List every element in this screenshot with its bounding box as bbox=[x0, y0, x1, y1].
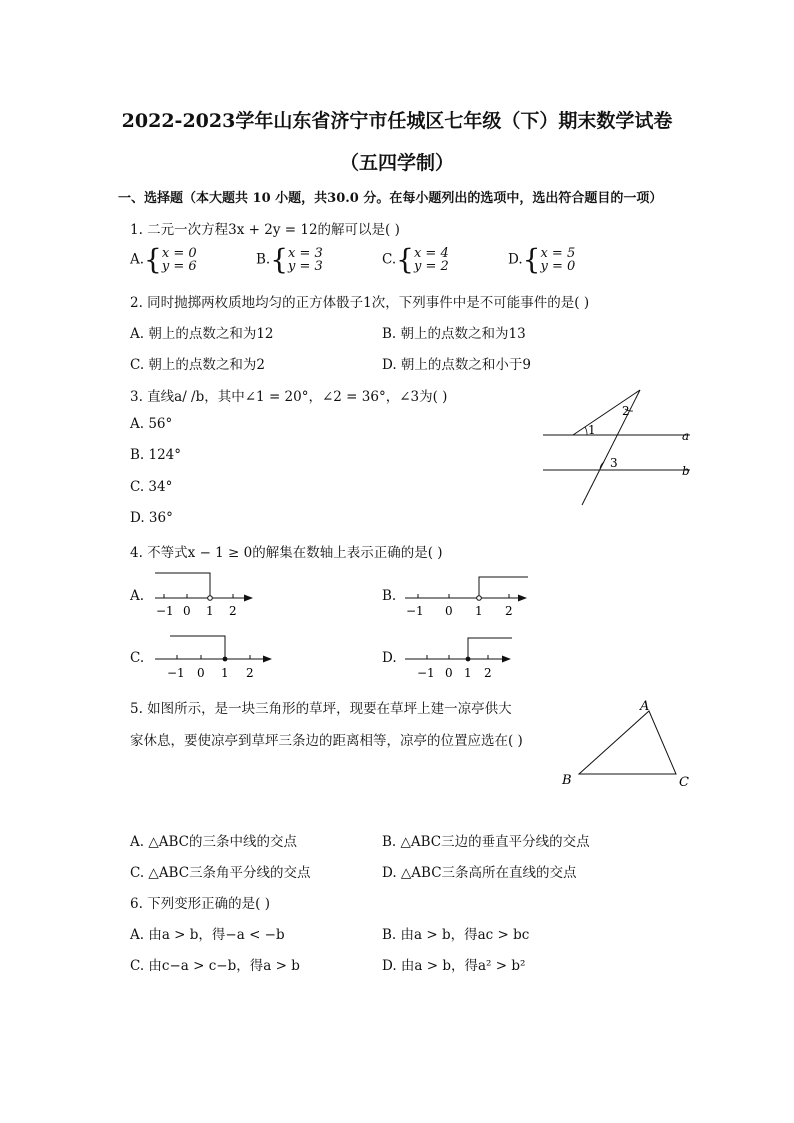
question-5-stem-line1: 5. 如图所示，是一块三角形的草坪，现要在草坪上建一凉亭供大 bbox=[130, 701, 512, 717]
tick-label: 2 bbox=[246, 666, 254, 680]
q4-numberline-b bbox=[400, 570, 535, 620]
eq-y: y = 2 bbox=[413, 259, 449, 274]
q4-option-a-label: A. bbox=[130, 588, 145, 604]
tick-label: 0 bbox=[445, 666, 453, 680]
q4-numberline-a bbox=[150, 570, 260, 620]
q1-option-d: D.{x = 5 y = 0 bbox=[508, 243, 576, 276]
q4-option-c-label: C. bbox=[130, 650, 145, 666]
q6-option-d: D. 由a > b，得a² > b² bbox=[382, 958, 526, 974]
question-6-stem: 6. 下列变形正确的是( ) bbox=[130, 896, 270, 912]
q2-option-b: B. 朝上的点数之和为13 bbox=[382, 326, 526, 342]
angle-1-label: 1 bbox=[588, 423, 596, 437]
tick-label: −1 bbox=[417, 666, 435, 680]
triangle-abc-figure bbox=[556, 693, 701, 798]
page-title: 2022-2023学年山东省济宁市任城区七年级（下）期末数学试卷 bbox=[121, 110, 673, 132]
question-1-stem: 1. 二元一次方程3x + 2y = 12的解可以是( ) bbox=[130, 222, 400, 238]
tick-label: 1 bbox=[475, 604, 483, 618]
option-label: B. bbox=[256, 251, 271, 268]
tick-label: 1 bbox=[221, 666, 229, 680]
eq-y: y = 6 bbox=[161, 259, 197, 274]
parallel-lines-figure bbox=[540, 385, 700, 510]
q5-option-a: A. △ABC的三条中线的交点 bbox=[130, 834, 297, 850]
eq-y: y = 3 bbox=[288, 259, 323, 274]
q5-option-b: B. △ABC三边的垂直平分线的交点 bbox=[382, 834, 590, 850]
q4-option-d-label: D. bbox=[382, 650, 397, 666]
q3-option-c: C. 34° bbox=[130, 479, 173, 495]
tick-label: 0 bbox=[197, 666, 205, 680]
q4-numberline-c bbox=[150, 632, 280, 682]
q2-option-a: A. 朝上的点数之和为12 bbox=[130, 326, 274, 342]
vertex-a-label: A bbox=[640, 699, 650, 714]
q6-option-b: B. 由a > b，得ac > bc bbox=[382, 927, 530, 943]
angle-3-label: 3 bbox=[610, 456, 618, 470]
q2-option-d: D. 朝上的点数之和小于9 bbox=[382, 357, 532, 373]
question-4-stem: 4. 不等式x − 1 ≥ 0的解集在数轴上表示正确的是( ) bbox=[130, 545, 443, 561]
q5-option-d: D. △ABC三条高所在直线的交点 bbox=[382, 865, 577, 881]
eq-x: x = 5 bbox=[540, 246, 576, 261]
q3-option-d: D. 36° bbox=[130, 510, 173, 526]
q6-option-c: C. 由c−a > c−b，得a > b bbox=[130, 958, 300, 974]
eq-y: y = 0 bbox=[540, 259, 576, 274]
vertex-b-label: B bbox=[562, 773, 572, 788]
section-heading: 一、选择题（本大题共 10 小题，共30.0 分。在每小题列出的选项中，选出符合题目的一项） bbox=[118, 191, 663, 206]
option-label: A. bbox=[130, 251, 145, 268]
option-label: C. bbox=[382, 251, 397, 268]
tick-label: −1 bbox=[406, 604, 424, 618]
tick-label: 0 bbox=[183, 604, 191, 618]
q3-option-b: B. 124° bbox=[130, 447, 182, 463]
tick-label: −1 bbox=[167, 666, 185, 680]
tick-label: 2 bbox=[229, 604, 237, 618]
q5-option-c: C. △ABC三条角平分线的交点 bbox=[130, 865, 311, 881]
tick-label: 1 bbox=[464, 666, 472, 680]
q1-option-a: A.{x = 0 y = 6 bbox=[130, 243, 197, 276]
eq-x: x = 4 bbox=[413, 246, 449, 261]
eq-x: x = 3 bbox=[288, 246, 323, 261]
q4-option-b-label: B. bbox=[382, 588, 397, 604]
eq-x: x = 0 bbox=[161, 246, 197, 261]
q1-option-c: C.{x = 4 y = 2 bbox=[382, 243, 449, 276]
q1-option-b: B.{x = 3 y = 3 bbox=[256, 243, 323, 276]
tick-label: 0 bbox=[445, 604, 453, 618]
vertex-c-label: C bbox=[679, 775, 689, 790]
line-a-label: a bbox=[682, 429, 690, 443]
option-label: D. bbox=[508, 251, 523, 268]
q6-option-a: A. 由a > b，得−a < −b bbox=[130, 927, 285, 943]
q4-numberline-d bbox=[400, 632, 520, 682]
angle-2-label: 2 bbox=[622, 404, 630, 418]
tick-label: −1 bbox=[156, 604, 174, 618]
q2-option-c: C. 朝上的点数之和为2 bbox=[130, 357, 266, 373]
page-subtitle: （五四学制） bbox=[339, 152, 454, 174]
question-3-stem: 3. 直线a/ /b，其中∠1 = 20°，∠2 = 36°，∠3为( ) bbox=[130, 389, 448, 405]
q3-option-a: A. 56° bbox=[130, 416, 173, 432]
tick-label: 2 bbox=[505, 604, 513, 618]
tick-label: 1 bbox=[206, 604, 214, 618]
question-2-stem: 2. 同时抛掷两枚质地均匀的正方体骰子1次，下列事件中是不可能事件的是( ) bbox=[130, 295, 590, 311]
tick-label: 2 bbox=[484, 666, 492, 680]
question-5-stem-line2: 家休息，要使凉亭到草坪三条边的距离相等，凉亭的位置应选在( ) bbox=[130, 733, 523, 749]
line-b-label: b bbox=[682, 464, 690, 478]
